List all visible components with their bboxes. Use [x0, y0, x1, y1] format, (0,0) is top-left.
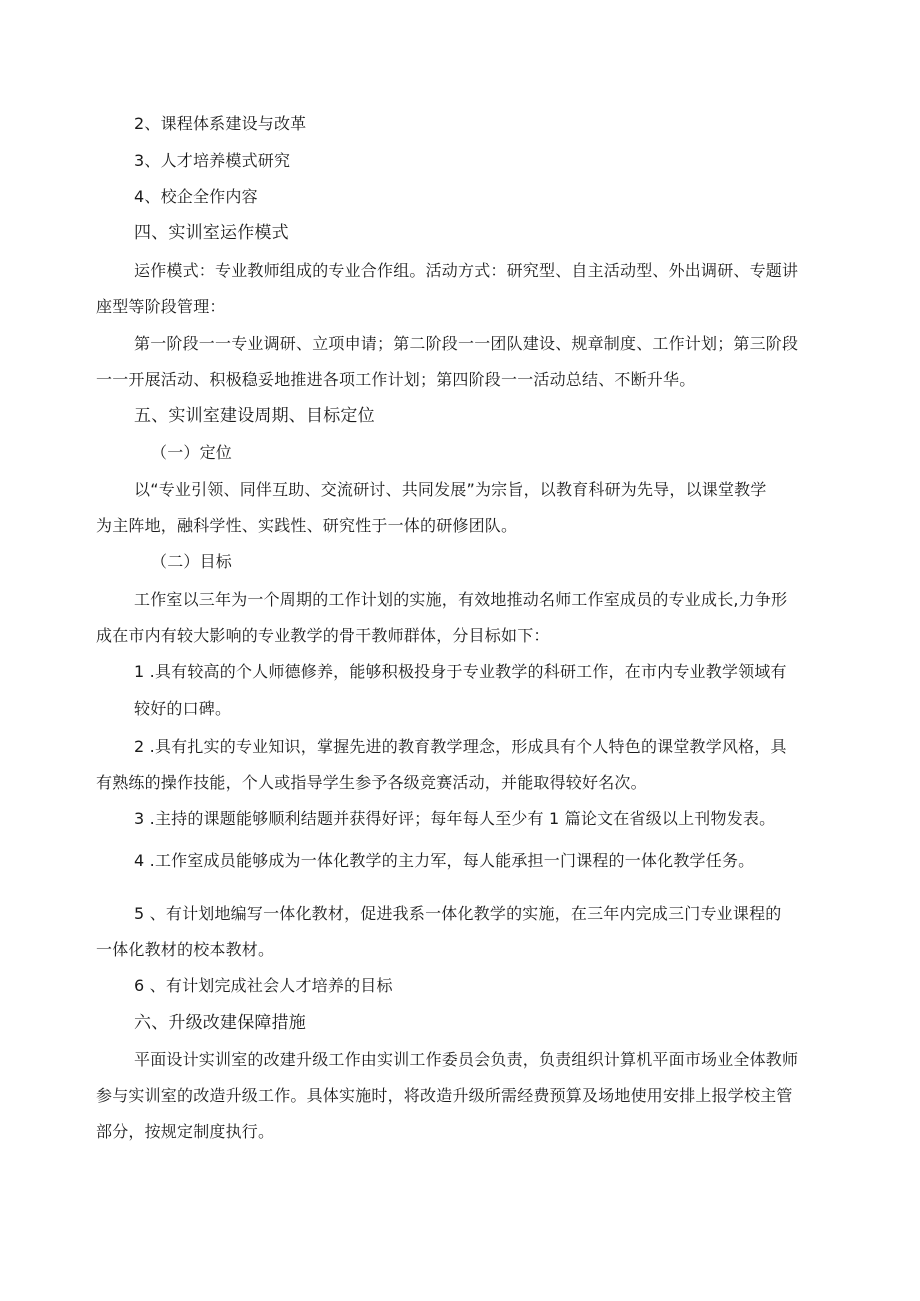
- paragraph-line: 成在市内有较大影响的专业教学的骨干教师群体，分目标如下：: [96, 626, 550, 645]
- paragraph-line: 部分，按规定制度执行。: [96, 1122, 275, 1141]
- paragraph-line: 一一开展活动、积极稳妥地推进各项工作计划；第四阶段一一活动总结、不断升华。: [96, 370, 696, 389]
- paragraph-line: 第一阶段一一专业调研、立项申请；第二阶段一一团队建设、规章制度、工作计划；第三阶段: [134, 334, 799, 353]
- subsection-heading-positioning: （一）定位: [151, 443, 233, 462]
- goal-item: 5 、有计划地编写一体化教材，促进我系一体化教学的实施，在三年内完成三门专业课程的: [134, 904, 782, 923]
- goal-item: 4 .工作室成员能够成为一体化教学的主力军，每人能承担一门课程的一体化教学任务。: [134, 851, 755, 870]
- paragraph-line: 运作模式：专业教师组成的专业合作组。活动方式：研究型、自主活动型、外出调研、专题讲: [134, 261, 799, 280]
- goal-item-continuation: 较好的口碑。: [134, 699, 232, 718]
- goal-item: 2 .具有扎实的专业知识，掌握先进的教育教学理念，形成具有个人特色的课堂教学风格，具: [134, 737, 787, 756]
- list-item-curriculum: 2、课程体系建设与改革: [134, 114, 307, 133]
- section-heading-operation-mode: 四、实训室运作模式: [134, 223, 289, 243]
- paragraph-line: 座型等阶段管理：: [96, 297, 226, 316]
- goal-item: 3 .主持的课题能够顺利结题并获得好评；每年每人至少有 1 篇论文在省级以上刊物发表。: [134, 809, 776, 828]
- goal-item: 1 .具有较高的个人师德修养，能够积极投身于专业教学的科研工作，在市内专业教学领域有: [134, 662, 787, 681]
- section-heading-cycle-goals: 五、实训室建设周期、目标定位: [134, 406, 375, 426]
- paragraph-line: 参与实训室的改造升级工作。具体实施时，将改造升级所需经费预算及场地使用安排上报学校主管: [96, 1086, 793, 1105]
- list-item-talent-model: 3、人才培养模式研究: [134, 151, 291, 170]
- paragraph-line: 工作室以三年为一个周期的工作计划的实施，有效地推动名师工作室成员的专业成长,力争形: [134, 590, 788, 609]
- paragraph-line: 以“专业引领、同伴互助、交流研讨、共同发展”为宗旨，以教育科研为先导，以课堂教学: [134, 480, 767, 499]
- paragraph-line: 平面设计实训室的改建升级工作由实训工作委员会负责，负责组织计算机平面市场业全体教师: [134, 1050, 799, 1069]
- goal-item-continuation: 一体化教材的校本教材。: [96, 940, 275, 959]
- section-heading-safeguards: 六、升级改建保障措施: [134, 1013, 306, 1033]
- goal-item-continuation: 有熟练的操作技能，个人或指导学生参予各级竞赛活动，并能取得较好名次。: [96, 773, 647, 792]
- list-item-school-enterprise: 4、校企全作内容: [134, 187, 258, 206]
- goal-item: 6 、有计划完成社会人才培养的目标: [134, 976, 393, 995]
- subsection-heading-goals: （二）目标: [151, 552, 233, 571]
- paragraph-line: 为主阵地，融科学性、实践性、研究性于一体的研修团队。: [96, 516, 518, 535]
